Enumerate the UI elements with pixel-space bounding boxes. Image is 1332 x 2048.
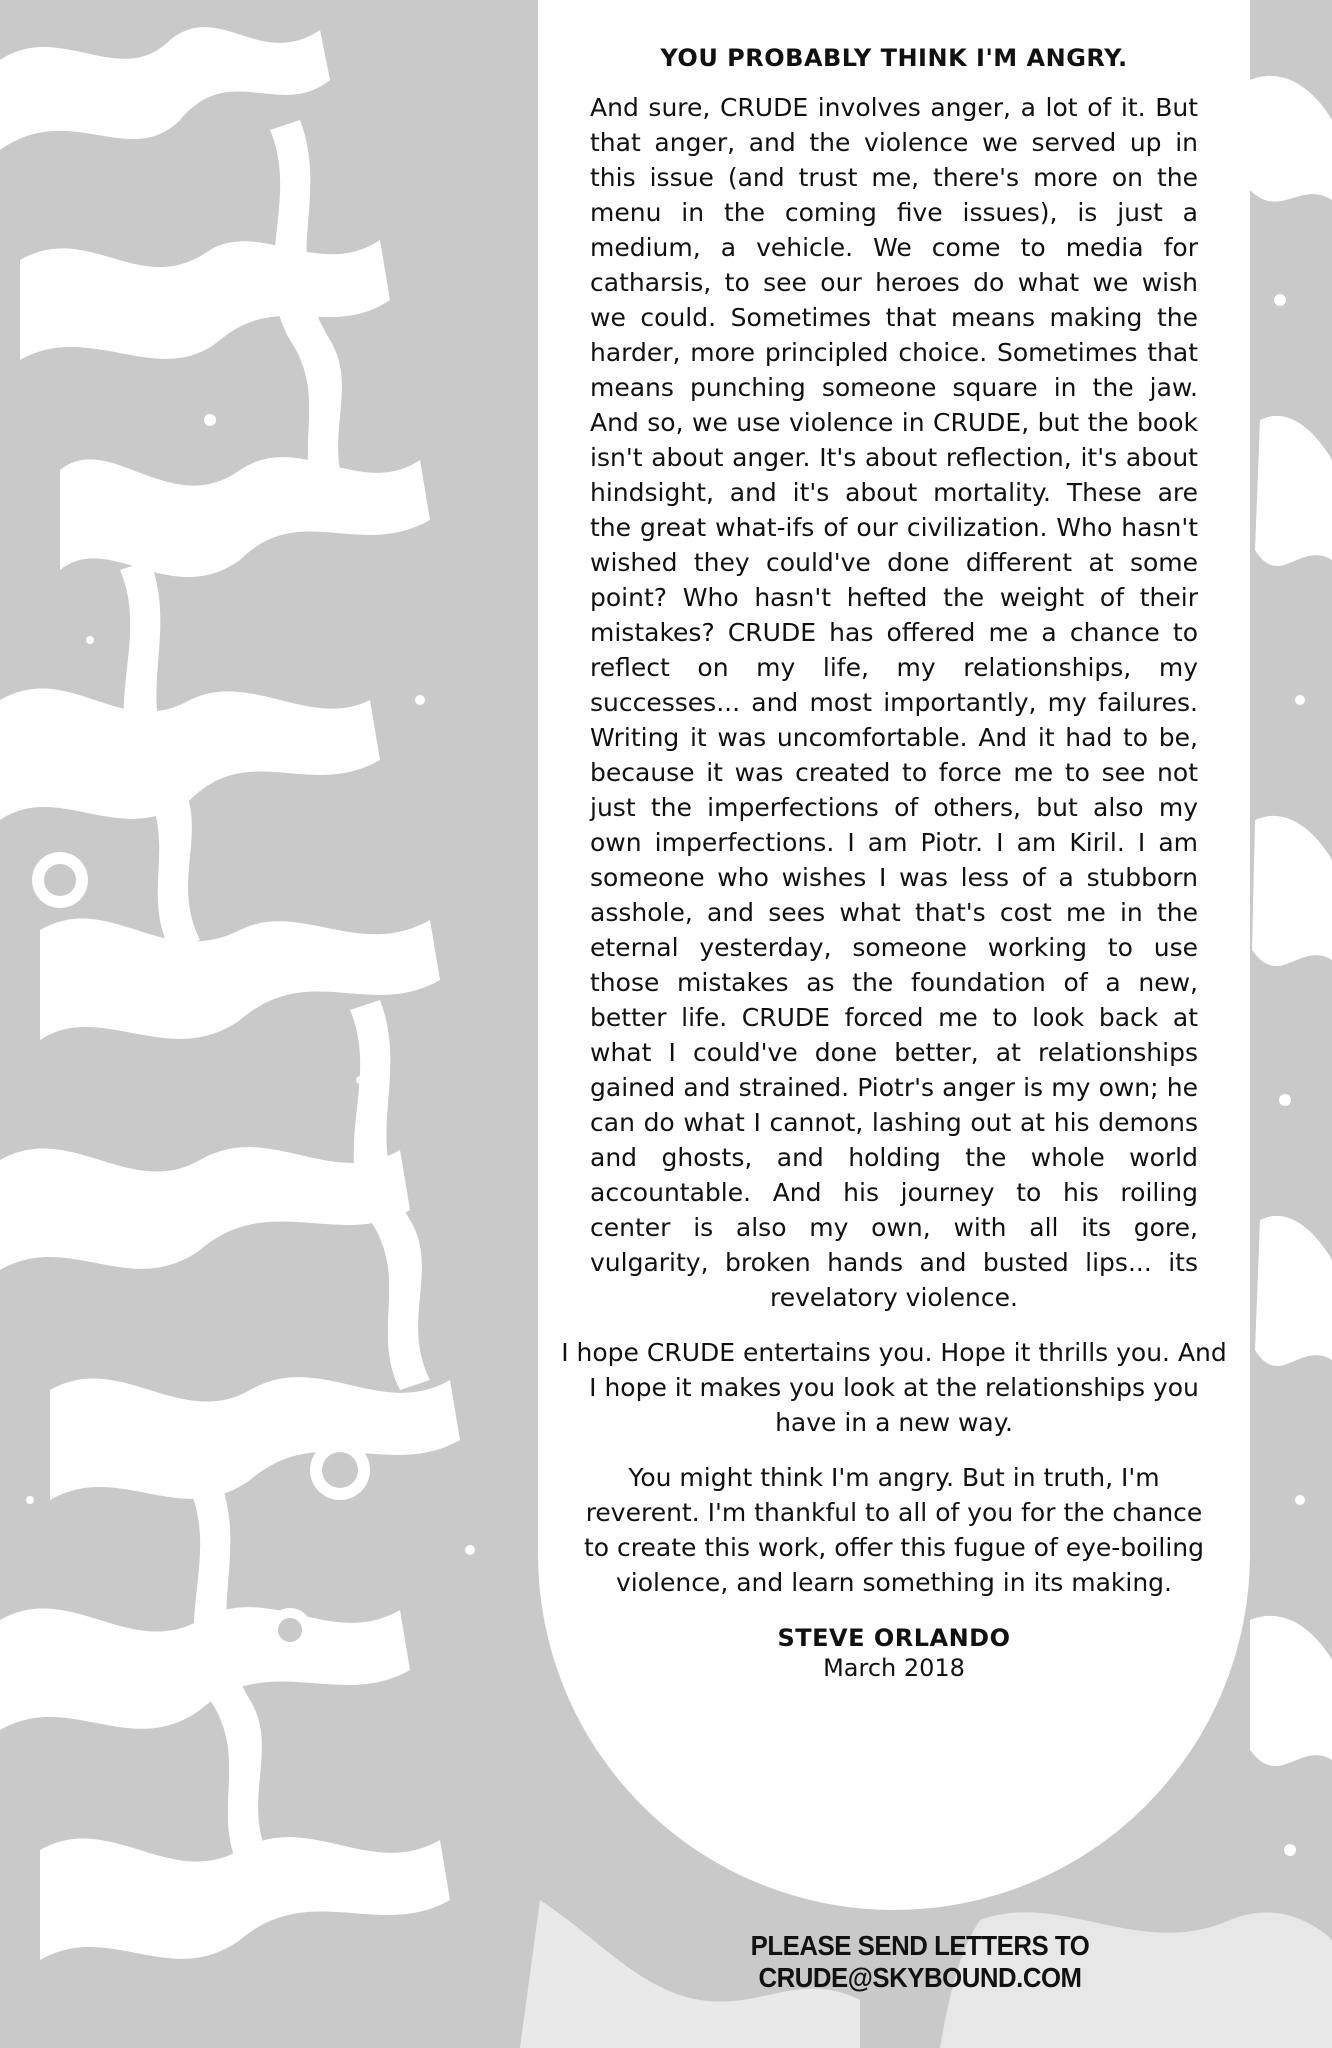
author-signature: STEVE ORLANDO: [777, 1624, 1011, 1652]
letters-footer: PLEASE SEND LETTERS TO CRUDE@SKYBOUND.COM: [750, 1930, 1090, 1993]
letter-column: [556, 44, 1232, 1682]
article-paragraph-3: You might think I'm angry. But in truth, I'm reverent. I'm thankful to all of you for the chance to create this work, offer this fugue of eye-boiling violence, and learn something in its making.: [583, 1463, 1205, 1597]
article-heading: YOU PROBABLY THINK I'M ANGRY.: [660, 44, 1128, 72]
article-paragraph-2: I hope CRUDE entertains you. Hope it thrills you. And I hope it makes you look at the relationships you have in a new way.: [561, 1338, 1227, 1437]
article-date: March 2018: [823, 1654, 965, 1682]
article-paragraph-1: And sure, CRUDE involves anger, a lot of it. But that anger, and the violence we served up in this issue (and trust me, there's more on the menu in the coming five issues), is just a medium, a vehicle. We come to media for catharsis, to see our heroes do what we wish we could. Sometimes that means making the harder, more principled choice. Sometimes that means punching someone square in the jaw. And so, we use violence in CRUDE, but the book isn't about anger. It's about reflection, it's about hindsight, and it's about mortality. These are the great what-ifs of our civilization. Who hasn't wished they could've done different at some point? Who hasn't hefted the weight of their mistakes? CRUDE has offered me a chance to reflect on my life, my relationships, my successes... and most importantly, my failures. Writing it was uncomfortable. And it had to be, because it was created to force me to see not just the imperfections of others, but also my own imperfections. I am Piotr. I am Kiril. I am someone who wishes I was less of a stubborn asshole, and sees what that's cost me in the eternal yesterday, someone working to use those mistakes as the foundation of a new, better life. CRUDE forced me to look back at what I could've done better, at relationships gained and strained. Piotr's anger is my own; he can do what I cannot, lashing out at his demons and ghosts, and holding the whole world accountable. And his journey to his roiling center is also my own, with all its gore, vulgarity, broken hands and busted lips... its revelatory violence.: [590, 93, 1198, 1312]
